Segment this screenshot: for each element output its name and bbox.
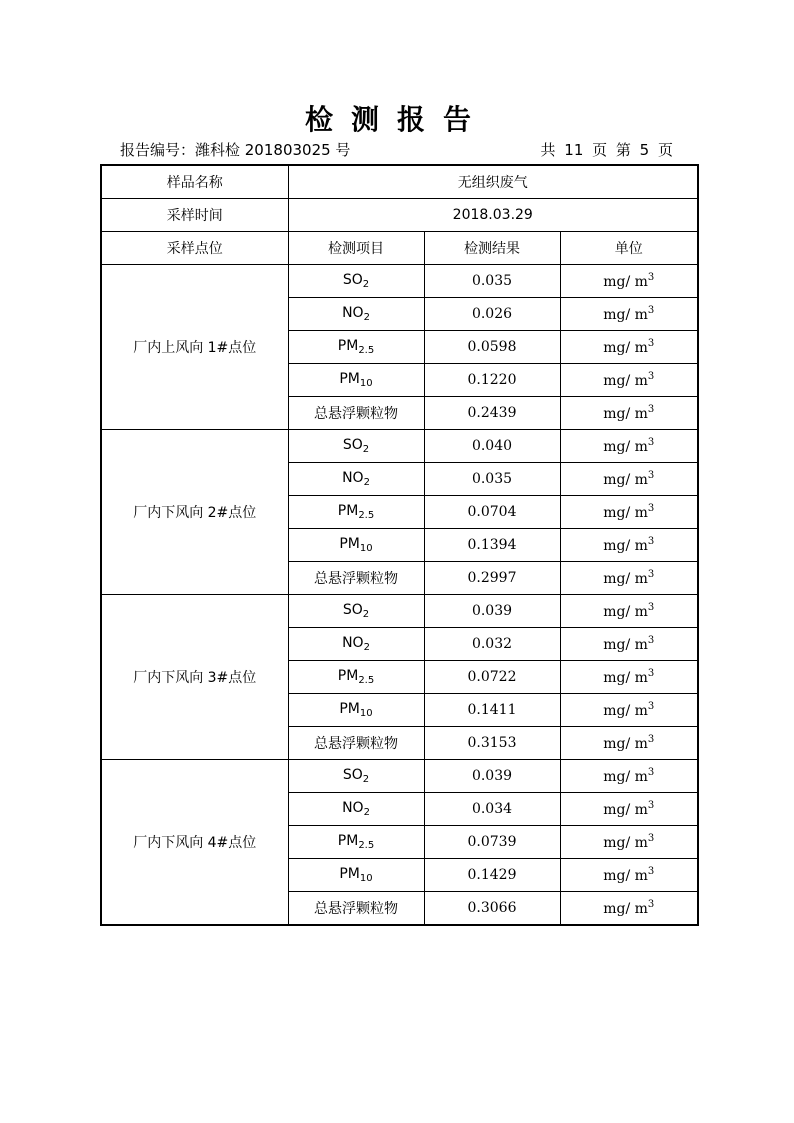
unit-exponent: 3 bbox=[647, 536, 655, 547]
test-item-name: PM bbox=[337, 503, 359, 519]
unit-exponent: 3 bbox=[647, 866, 655, 877]
unit-base: mg/ m bbox=[603, 472, 648, 488]
sampling-site: 厂内上风向 1#点位 bbox=[101, 265, 288, 430]
page-info: 共 11 页 第 5 页 bbox=[540, 141, 673, 159]
test-item-name: PM bbox=[337, 338, 359, 354]
unit-base: mg/ m bbox=[603, 703, 648, 719]
sample-time-label: 采样时间 bbox=[101, 199, 288, 232]
header-result: 检测结果 bbox=[424, 232, 560, 265]
test-result: 0.035 bbox=[424, 463, 560, 496]
test-item bbox=[288, 265, 424, 298]
unit bbox=[560, 892, 698, 926]
unit-base: mg/ m bbox=[603, 736, 648, 752]
unit bbox=[560, 694, 698, 727]
test-item bbox=[288, 859, 424, 892]
test-result: 0.0598 bbox=[424, 331, 560, 364]
unit bbox=[560, 859, 698, 892]
test-item-name: PM bbox=[339, 701, 360, 717]
unit-base: mg/ m bbox=[603, 274, 648, 290]
test-item-subscript: 10 bbox=[359, 543, 373, 554]
test-item bbox=[288, 727, 424, 760]
sample-name-label: 样品名称 bbox=[101, 165, 288, 199]
unit-base: mg/ m bbox=[603, 373, 648, 389]
test-item-name: 总悬浮颗粒物 bbox=[314, 571, 398, 587]
test-item-name: 总悬浮颗粒物 bbox=[314, 736, 398, 752]
header-row bbox=[101, 232, 698, 265]
unit-exponent: 3 bbox=[647, 602, 655, 613]
sample-time-value: 2018.03.29 bbox=[288, 199, 698, 232]
test-item-subscript: 2 bbox=[363, 477, 370, 488]
unit bbox=[560, 496, 698, 529]
sampling-site: 厂内下风向 4#点位 bbox=[101, 760, 288, 926]
unit-exponent: 3 bbox=[647, 899, 655, 910]
unit-base: mg/ m bbox=[603, 340, 648, 356]
unit bbox=[560, 463, 698, 496]
unit-exponent: 3 bbox=[647, 437, 655, 448]
test-item-name: NO bbox=[342, 470, 364, 486]
test-result: 0.3153 bbox=[424, 727, 560, 760]
unit bbox=[560, 265, 698, 298]
test-item bbox=[288, 892, 424, 926]
sampling-site: 厂内下风向 3#点位 bbox=[101, 595, 288, 760]
test-item bbox=[288, 463, 424, 496]
unit-exponent: 3 bbox=[647, 470, 655, 481]
unit-exponent: 3 bbox=[647, 503, 655, 514]
unit bbox=[560, 364, 698, 397]
test-item-name: 总悬浮颗粒物 bbox=[314, 901, 398, 917]
test-item bbox=[288, 628, 424, 661]
unit bbox=[560, 298, 698, 331]
unit bbox=[560, 628, 698, 661]
sample-name-row bbox=[101, 165, 698, 199]
unit-exponent: 3 bbox=[647, 833, 655, 844]
unit-exponent: 3 bbox=[647, 272, 655, 283]
test-item-name: 总悬浮颗粒物 bbox=[314, 406, 398, 422]
test-item-subscript: 10 bbox=[359, 378, 373, 389]
test-item-name: PM bbox=[337, 833, 359, 849]
test-item bbox=[288, 430, 424, 463]
test-item-subscript: 10 bbox=[359, 873, 373, 884]
test-item-name: SO bbox=[342, 437, 363, 453]
results-table bbox=[100, 164, 699, 926]
test-result: 0.040 bbox=[424, 430, 560, 463]
test-item-name: SO bbox=[342, 602, 363, 618]
test-result: 0.039 bbox=[424, 595, 560, 628]
unit-exponent: 3 bbox=[647, 338, 655, 349]
test-item bbox=[288, 397, 424, 430]
test-item bbox=[288, 298, 424, 331]
unit-base: mg/ m bbox=[603, 538, 648, 554]
unit-exponent: 3 bbox=[647, 734, 655, 745]
unit-exponent: 3 bbox=[647, 767, 655, 778]
test-item bbox=[288, 562, 424, 595]
unit-exponent: 3 bbox=[647, 371, 655, 382]
test-result: 0.3066 bbox=[424, 892, 560, 926]
test-item-name: SO bbox=[342, 767, 363, 783]
table-row bbox=[101, 595, 698, 628]
unit-exponent: 3 bbox=[647, 404, 655, 415]
test-item bbox=[288, 661, 424, 694]
unit-base: mg/ m bbox=[603, 604, 648, 620]
test-item-subscript: 10 bbox=[359, 708, 373, 719]
table-row bbox=[101, 265, 698, 298]
unit-exponent: 3 bbox=[647, 701, 655, 712]
report-title: 检测报告 bbox=[304, 103, 489, 136]
unit bbox=[560, 397, 698, 430]
unit-base: mg/ m bbox=[603, 571, 648, 587]
test-result: 0.034 bbox=[424, 793, 560, 826]
table-row bbox=[101, 430, 698, 463]
test-item-subscript: 2 bbox=[363, 807, 370, 818]
report-number: 报告编号：潍科检 201803025 号 bbox=[120, 141, 351, 159]
unit-exponent: 3 bbox=[647, 569, 655, 580]
unit-base: mg/ m bbox=[603, 769, 648, 785]
test-result: 0.1429 bbox=[424, 859, 560, 892]
unit-base: mg/ m bbox=[603, 901, 648, 917]
unit bbox=[560, 760, 698, 793]
sample-name-value: 无组织废气 bbox=[288, 165, 698, 199]
test-result: 0.0704 bbox=[424, 496, 560, 529]
unit bbox=[560, 430, 698, 463]
unit bbox=[560, 661, 698, 694]
test-item bbox=[288, 694, 424, 727]
unit-base: mg/ m bbox=[603, 439, 648, 455]
table-row bbox=[101, 760, 698, 793]
unit bbox=[560, 529, 698, 562]
test-item-subscript: 2 bbox=[362, 444, 370, 455]
unit-exponent: 3 bbox=[647, 668, 655, 679]
unit bbox=[560, 331, 698, 364]
test-result: 0.1220 bbox=[424, 364, 560, 397]
test-item-subscript: 2 bbox=[362, 774, 370, 785]
test-result: 0.039 bbox=[424, 760, 560, 793]
test-result: 0.0722 bbox=[424, 661, 560, 694]
test-result: 0.0739 bbox=[424, 826, 560, 859]
unit-base: mg/ m bbox=[603, 406, 648, 422]
test-item bbox=[288, 496, 424, 529]
test-item-name: PM bbox=[339, 866, 360, 882]
test-item bbox=[288, 793, 424, 826]
test-item-name: PM bbox=[337, 668, 359, 684]
header-item: 检测项目 bbox=[288, 232, 424, 265]
unit-base: mg/ m bbox=[603, 637, 648, 653]
test-item-name: SO bbox=[342, 272, 363, 288]
test-item bbox=[288, 331, 424, 364]
unit bbox=[560, 826, 698, 859]
test-item bbox=[288, 760, 424, 793]
test-result: 0.1394 bbox=[424, 529, 560, 562]
sample-time-row bbox=[101, 199, 698, 232]
unit-base: mg/ m bbox=[603, 505, 648, 521]
test-item bbox=[288, 595, 424, 628]
test-item-name: NO bbox=[342, 635, 364, 651]
unit bbox=[560, 595, 698, 628]
test-item-subscript: 2.5 bbox=[358, 840, 375, 851]
test-item-subscript: 2 bbox=[362, 609, 370, 620]
unit-exponent: 3 bbox=[647, 635, 655, 646]
test-item bbox=[288, 364, 424, 397]
test-item-subscript: 2 bbox=[363, 642, 370, 653]
unit-base: mg/ m bbox=[603, 802, 648, 818]
test-item-subscript: 2.5 bbox=[358, 675, 375, 686]
unit bbox=[560, 793, 698, 826]
test-result: 0.032 bbox=[424, 628, 560, 661]
test-item-name: NO bbox=[342, 800, 364, 816]
unit-exponent: 3 bbox=[647, 305, 655, 316]
test-item bbox=[288, 826, 424, 859]
test-result: 0.035 bbox=[424, 265, 560, 298]
test-item-subscript: 2 bbox=[363, 312, 370, 323]
unit-base: mg/ m bbox=[603, 835, 648, 851]
test-item-name: NO bbox=[342, 305, 364, 321]
unit-exponent: 3 bbox=[647, 800, 655, 811]
unit-base: mg/ m bbox=[603, 868, 648, 884]
unit-base: mg/ m bbox=[603, 307, 648, 323]
test-item-name: PM bbox=[339, 371, 360, 387]
test-item-subscript: 2.5 bbox=[358, 345, 375, 356]
unit-base: mg/ m bbox=[603, 670, 648, 686]
sampling-site: 厂内下风向 2#点位 bbox=[101, 430, 288, 595]
header-unit: 单位 bbox=[560, 232, 698, 265]
test-item-subscript: 2 bbox=[362, 279, 370, 290]
test-result: 0.2997 bbox=[424, 562, 560, 595]
unit bbox=[560, 562, 698, 595]
test-result: 0.1411 bbox=[424, 694, 560, 727]
test-result: 0.026 bbox=[424, 298, 560, 331]
unit bbox=[560, 727, 698, 760]
header-site: 采样点位 bbox=[101, 232, 288, 265]
test-item-name: PM bbox=[339, 536, 360, 552]
test-result: 0.2439 bbox=[424, 397, 560, 430]
test-item bbox=[288, 529, 424, 562]
test-item-subscript: 2.5 bbox=[358, 510, 375, 521]
